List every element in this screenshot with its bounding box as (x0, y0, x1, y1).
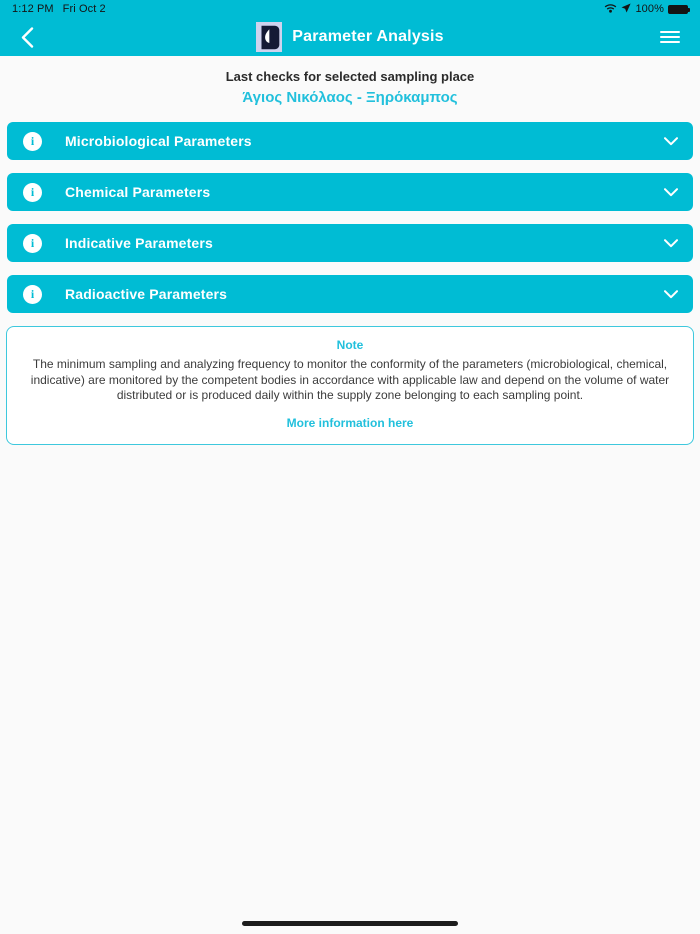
accordion-label: Chemical Parameters (65, 184, 211, 200)
battery-percent-label: 100% (635, 3, 664, 15)
status-bar-time: 1:12 PM (12, 3, 54, 15)
accordion-label: Indicative Parameters (65, 235, 213, 251)
hamburger-menu-icon[interactable] (660, 24, 686, 50)
info-circle-icon[interactable]: i (23, 132, 42, 151)
info-circle-icon[interactable]: i (23, 234, 42, 253)
app-logo-water-drop-icon (256, 22, 282, 52)
more-information-link[interactable]: More information here (286, 415, 414, 430)
chevron-down-icon[interactable] (663, 184, 679, 200)
info-circle-icon[interactable]: i (23, 285, 42, 304)
accordion-label: Microbiological Parameters (65, 133, 252, 149)
chevron-down-icon[interactable] (663, 133, 679, 149)
page-title: Parameter Analysis (292, 28, 444, 45)
chevron-down-icon[interactable] (663, 286, 679, 302)
sampling-place-header (0, 66, 700, 115)
chevron-left-icon (21, 27, 34, 48)
note-card (6, 326, 694, 445)
nav-title-group (0, 22, 700, 52)
back-button[interactable] (14, 24, 40, 50)
main-content (0, 56, 700, 934)
info-circle-icon[interactable]: i (23, 183, 42, 202)
menu-bar-1 (660, 31, 680, 33)
note-body-text: The minimum sampling and analyzing frequency to monitor the conformity of the parameters (microbiological, chemical, indicative) are monitored by the competent bodies in accordance with applicable law and depend on the volume of water distributed or is produced daily within the supply zone belonging to each sampling point. (30, 357, 670, 402)
ios-status-bar (0, 0, 700, 18)
home-indicator (242, 921, 458, 926)
status-bar-date: Fri Oct 2 (62, 3, 106, 15)
status-bar-left (12, 3, 106, 15)
accordion-label: Radioactive Parameters (65, 286, 228, 302)
note-title: Note (336, 338, 364, 352)
parameter-accordion-list (0, 122, 700, 313)
accordion-radioactive-parameters[interactable] (7, 275, 693, 313)
menu-bar-2 (660, 36, 680, 38)
wifi-icon (604, 3, 617, 16)
accordion-microbiological-parameters[interactable] (7, 122, 693, 160)
last-checks-label: Last checks for selected sampling place (225, 69, 475, 84)
navigation-bar (0, 18, 700, 56)
chevron-down-icon[interactable] (663, 235, 679, 251)
accordion-chemical-parameters[interactable] (7, 173, 693, 211)
battery-full-icon (668, 5, 688, 14)
sampling-place-name: Άγιος Νικόλαος - Ξηρόκαμπος (242, 89, 458, 106)
accordion-indicative-parameters[interactable] (7, 224, 693, 262)
menu-bar-3 (660, 41, 680, 43)
status-bar-right (604, 3, 688, 16)
location-arrow-icon (621, 3, 631, 16)
